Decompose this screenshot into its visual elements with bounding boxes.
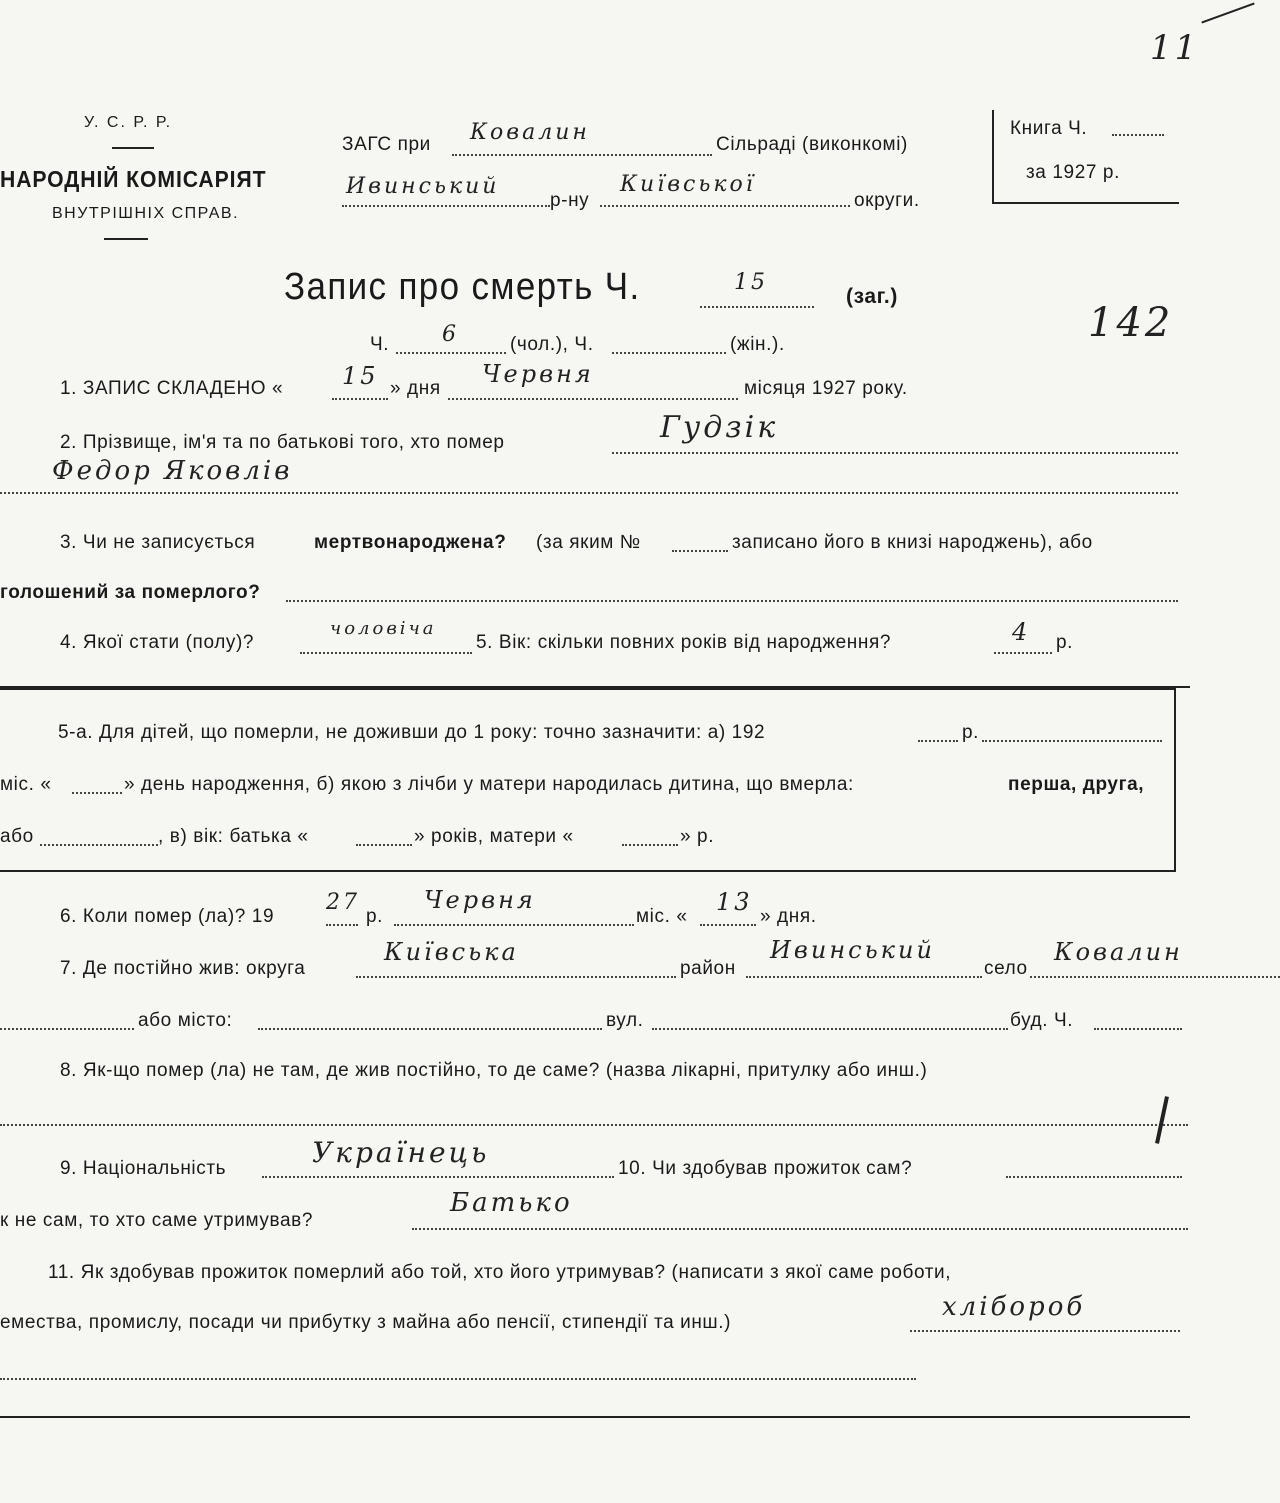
f7-bud-line (1094, 1028, 1182, 1030)
f6-month-line (394, 924, 634, 926)
raion-line (342, 205, 550, 207)
f5b-order: перша, друга, (1008, 774, 1145, 795)
f5a-r: р. (962, 722, 980, 743)
f3-line2 (286, 600, 1178, 602)
f10-label: 10. Чи здобував прожиток сам? (618, 1158, 913, 1179)
hw-corner-mark: 11 (1150, 28, 1200, 68)
f10-line (1006, 1176, 1182, 1178)
f5a-line (982, 740, 1162, 742)
f5c-mother-line (622, 844, 678, 846)
f7-vul-line (652, 1028, 1008, 1030)
f6-year-line (326, 924, 358, 926)
f10-supporter-line (412, 1228, 1188, 1230)
hw-margin-no: 142 (1088, 300, 1174, 346)
book-label: Книга Ч. (1010, 118, 1088, 139)
chol-label: (чол.), Ч. (510, 334, 594, 355)
hw-given: Федор Яковлів (52, 456, 293, 486)
f1-label: 1. ЗАПИС СКЛАДЕНО « (60, 378, 284, 399)
f3-tail: записано його в книзі народжень), або (732, 532, 1093, 553)
hw-okruga: Київської (620, 172, 756, 197)
f6-r: р. (366, 906, 384, 927)
hw-supporter: Батько (450, 1188, 573, 1218)
hw-age: 4 (1012, 618, 1031, 646)
f3-declared: голошений за померлого? (0, 582, 261, 603)
okruga-line (600, 205, 850, 207)
header-divider (104, 238, 148, 240)
zags-suffix: Сільраді (виконкомі) (716, 134, 908, 155)
hw-record-no: 15 (734, 270, 768, 295)
f6-day-line (700, 924, 756, 926)
okrugy-label: округи. (854, 190, 920, 211)
book-year: за 1927 р. (1026, 162, 1120, 183)
record-no-line (700, 306, 814, 308)
hw-raion: Ивинський (346, 174, 500, 199)
zags-line (452, 154, 712, 156)
f7-misto: або місто: (138, 1010, 233, 1031)
f4-label: 4. Якої стати (полу)? (60, 632, 255, 653)
zags-prefix: ЗАГС при (342, 134, 431, 155)
f11-line (910, 1330, 1180, 1332)
hw-selo: Ковалин (470, 120, 590, 145)
f7-vul: вул. (606, 1010, 644, 1031)
f5a-label: 5-а. Для дітей, що померли, не доживши до 1 року: точно зазначити: а) 192 (58, 722, 766, 743)
f3-label: 3. Чи не записується (60, 532, 256, 553)
hw-occupation: хлібороб (942, 1292, 1086, 1322)
book-line (1112, 134, 1164, 136)
f5c-mother: » років, матери « (414, 826, 574, 847)
f5-r: р. (1056, 632, 1074, 653)
f11-label: 11. Як здобував прожиток померлий або той, хто його утримував? (написати з якої саме роботи, (48, 1262, 952, 1283)
zag-label: (заг.) (846, 285, 898, 308)
bottom-rule (0, 1416, 1190, 1418)
f5-age-line (994, 652, 1052, 654)
f7-bud: буд. Ч. (1010, 1010, 1074, 1031)
hw-death-day: 13 (716, 888, 753, 916)
f11-line2 (0, 1378, 916, 1380)
hw-day: 15 (342, 362, 379, 390)
f5c-line (40, 844, 158, 846)
male-no-line (396, 352, 506, 354)
f1-year: місяця 1927 року. (744, 378, 908, 399)
f8-dash (1155, 1096, 1169, 1144)
f7-selo: село (984, 958, 1028, 979)
hw-male-no: 6 (442, 322, 459, 347)
zhin-label: (жін.). (730, 334, 785, 355)
rn-label: р-ну (550, 190, 590, 211)
f7-okruga-line (356, 976, 676, 978)
ussr-label: У. С. Р. Р. (84, 114, 173, 131)
f7-label: 7. Де постійно жив: округа (60, 958, 306, 979)
hw-res-okruga: Київська (384, 938, 519, 966)
f2-line (612, 452, 1178, 454)
f1-month-line (448, 398, 738, 400)
f5-age-label: 5. Вік: скільки повних років від народження? (476, 632, 892, 653)
hw-res-raion: Ивинський (770, 936, 935, 964)
f6-label: 6. Коли помер (ла)? 19 (60, 906, 275, 927)
f6-mis: міс. « (636, 906, 688, 927)
f5b-day-line (72, 792, 122, 794)
f5c-abo: або (0, 826, 34, 847)
hw-month: Червня (482, 360, 594, 388)
f7-selo-line (1030, 976, 1280, 978)
f6-dnia: » дня. (760, 906, 817, 927)
f9-label: 9. Національність (60, 1158, 227, 1179)
f2-label: 2. Прізвище, ім'я та по батькові того, хто помер (60, 432, 505, 453)
f3-bold: мертвонароджена? (314, 532, 507, 553)
f2-line2 (0, 492, 1178, 494)
header-divider (112, 147, 154, 149)
f11-label2: емества, промислу, посади чи прибутку з майна або пенсії, стипендії та инш.) (0, 1312, 732, 1333)
f1-day-line (332, 398, 388, 400)
dept-label: ВНУТРІШНІХ СПРАВ. (52, 205, 240, 222)
f3-no-line (672, 550, 728, 552)
f10-supporter-label: к не сам, то хто саме утримував? (0, 1210, 314, 1231)
hw-nationality: Українець (312, 1136, 490, 1169)
female-no-line (612, 352, 726, 354)
f5a-year-line (918, 740, 958, 742)
f9-line (262, 1176, 614, 1178)
hw-surname: Гудзік (660, 410, 779, 445)
f1-dnia: » дня (390, 378, 441, 399)
hw-res-selo: Ковалин (1054, 938, 1183, 966)
f7-raion: район (680, 958, 736, 979)
ch-label: Ч. (370, 334, 390, 355)
hw-sex: чоловіча (330, 618, 437, 639)
f3-number: (за яким № (536, 532, 641, 553)
f5b-mis: міс. « (0, 774, 52, 795)
infant-box-outer-rule (0, 686, 1190, 688)
f5c-r: » р. (680, 826, 715, 847)
corner-stroke (1201, 2, 1254, 23)
f8-label: 8. Як-що помер (ла) не там, де жив постійно, то де саме? (назва лікарні, притулку або инш.) (60, 1060, 928, 1081)
hw-year: 27 (326, 890, 360, 915)
record-title: Запис про смерть Ч. (284, 266, 641, 308)
f5c-father-line (356, 844, 412, 846)
commissariat-label: НАРОДНІЙ КОМІСАРІЯТ (0, 166, 267, 192)
f7-line2 (0, 1028, 134, 1030)
f8-line (0, 1124, 1188, 1126)
hw-death-month: Червня (424, 886, 536, 914)
f5b-text: » день народження, б) якою з лічби у матери народилась дитина, що вмерла: (124, 774, 854, 795)
f7-misto-line (258, 1028, 602, 1030)
f7-raion-line (746, 976, 982, 978)
f4-line (300, 652, 472, 654)
f5c-father: , в) вік: батька « (158, 826, 309, 847)
